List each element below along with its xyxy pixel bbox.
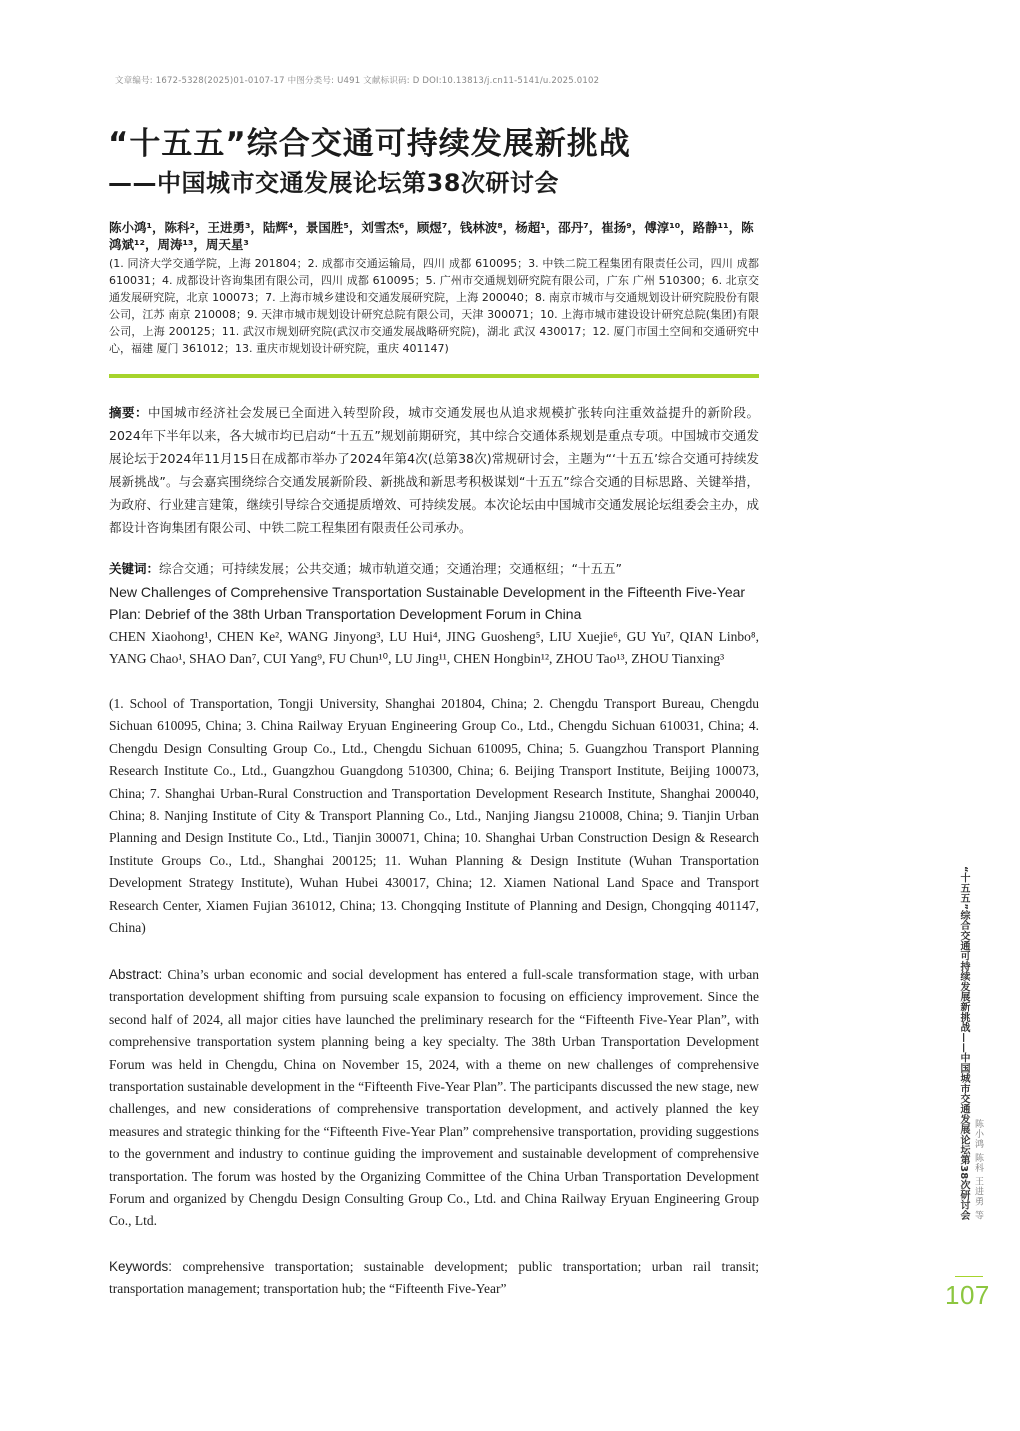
keywords-cn-label: 关键词： — [109, 561, 160, 576]
page-number-rule — [955, 1276, 983, 1277]
keywords-en-text: comprehensive transportation; sustainable development; public transportation; urban rail transit; transportation management; transportation hub; the “Fifteenth Five-Year” — [109, 1259, 759, 1297]
page-number: 107 — [945, 1280, 990, 1310]
abstract-en-label: Abstract: — [109, 967, 163, 982]
authors-cn: 陈小鸿¹，陈科²，王进勇³，陆辉⁴，景国胜⁵，刘雪杰⁶，顾煜⁷，钱林波⁸，杨超¹，邵丹⁷，崔扬⁹，傅淳¹⁰，路静¹¹，陈鸿斌¹²，周涛¹³，周天星³ — [109, 220, 754, 252]
abstract-cn-label: 摘要： — [109, 405, 149, 420]
keywords-cn-text: 综合交通；可持续发展；公共交通；城市轨道交通；交通治理；交通枢纽；“十五五” — [159, 561, 622, 576]
running-authors-vertical: 陈小鸿 陈科 王进勇 等 — [973, 1119, 983, 1221]
title-en: New Challenges of Comprehensive Transportation Sustainable Development in the Fifteenth Five-Year Plan: Debrief of the 38th Urban Transportation Development Forum in China — [109, 584, 746, 622]
affiliations-cn: (1. 同济大学交通学院，上海 201804；2. 成都市交通运输局，四川 成都 610095；3. 中铁二院工程集团有限责任公司，四川 成都 610031；4. 成都设计咨询集团有限公司，四川 成都 610095；5. 广州市交通规划研究院有限公司，广东 广州 510300；6. 北京交通发展研究院，北京 100073；7. 上海市城乡建设和交通发展研究院，上海 200040；8. 南京市城市与交通规划设计研究院股份有限公司，江苏 南京 210008；9. 天津市城市规划设计研究总院有限公司，天津 300071；10. 上海市城市建设设计研究总院(集团)有限公司，上海 200125；11. 武汉市规划研究院(武汉市交通发展战略研究院)，湖北 武汉 430017；12. 厦门市国土空间和交通研究中心，福建 厦门 361012；13. 重庆市规划设计研究院，重庆 401147) — [109, 257, 759, 355]
abstract-cn — [109, 401, 759, 539]
running-title-vertical: “十五五”综合交通可持续发展新挑战——中国城市交通发展论坛第38次研讨会 — [958, 866, 969, 1221]
article-title: “十五五”综合交通可持续发展新挑战 — [108, 126, 631, 162]
article-meta-line: 文章编号: 1672-5328(2025)01-0107-17 中图分类号: U491 文献标识码: D DOI:10.13813/j.cn11-5141/u.2025.0102 — [115, 76, 600, 86]
abstract-en — [109, 964, 759, 1233]
authors-en: CHEN Xiaohong¹, CHEN Ke², WANG Jinyong³, LU Hui⁴, JING Guosheng⁵, LIU Xuejie⁶, GU Yu⁷, QIAN Linbo⁸, YANG Chao¹, SHAO Dan⁷, CUI Yang⁹, FU Chun¹⁰, LU Jing¹¹, CHEN Hongbin¹², ZHOU Tao¹³, ZHOU Tianxing³ — [109, 629, 759, 667]
section-divider — [109, 374, 759, 378]
abstract-cn-text: 中国城市经济社会发展已全面进入转型阶段，城市交通发展也从追求规模扩张转向注重效益提升的新阶段。2024年下半年以来，各大城市均已启动“十五五”规划前期研究，其中综合交通体系规划是重点专项。中国城市交通发展论坛于2024年11月15日在成都市举办了2024年第4次(总第38次)常规研讨会，主题为“‘十五五’综合交通可持续发展新挑战”。与会嘉宾围绕综合交通发展新阶段、新挑战和新思考积极谋划“十五五”综合交通的目标思路、关键举措，为政府、行业建言建策，继续引导综合交通提质增效、可持续发展。本次论坛由中国城市交通发展论坛组委会主办，成都设计咨询集团有限公司、中铁二院工程集团有限责任公司承办。 — [109, 405, 760, 535]
affiliations-en: (1. School of Transportation, Tongji University, Shanghai 201804, China; 2. Chengdu Transport Bureau, Chengdu Sichuan 610095, China; 3. China Railway Eryuan Engineering Group Co., Ltd., Chengdu Sichuan 610031, China; 4. Chengdu Design Consulting Group Co., Ltd., Chengdu Sichuan 610095, China; 5. Guangzhou Transport Planning Research Institute Co., Ltd., Guangzhou Guangdong 510300, China; 6. Beijing Transport Institute, Beijing 100073, China; 7. Shanghai Urban-Rural Construction and Transportation Development Research Institute, Shanghai 200040, China; 8. Nanjing Institute of City & Transport Planning Co., Ltd., Nanjing Jiangsu 210008, China; 9. Tianjin Urban Planning and Design Institute Co., Ltd., Tianjin 300071, China; 10. Shanghai Urban Construction Design & Research Institute Groups Co., Ltd., Shanghai 200125; 11. Wuhan Planning & Design Institute (Wuhan Transportation Development Strategy Institute), Wuhan Hubei 430017, China; 12. Xiamen National Land Space and Transport Research Center, Xiamen Fujian 361012, China; 13. Chongqing Institute of Planning and Design, Chongqing 401147, China) — [109, 696, 759, 936]
keywords-en-label: Keywords: — [109, 1259, 173, 1274]
keywords-cn — [109, 559, 759, 579]
keywords-en — [109, 1256, 759, 1301]
article-subtitle: ——中国城市交通发展论坛第38次研讨会 — [108, 169, 559, 197]
abstract-en-text: China’s urban economic and social development has entered a full-scale transformation stage, with urban transportation development shifting from pursuing scale expansion to focusing on efficiency improvement. Since the second half of 2024, all major cities have launched the preliminary research for the “Fifteenth Five-Year Plan”, with comprehensive transportation system planning being a key specialty. The 38th Urban Transportation Development Forum was held in Chengdu, China on November 15, 2024, with a theme on new challenges of comprehensive transportation sustainable development in the “Fifteenth Five-Year Plan”. The participants discussed the new stage, new challenges, and new considerations of comprehensive transportation development, and actively planned the key measures and strategic thinking for the “Fifteenth Five-Year Plan” comprehensive transportation, providing suggestions to the government and industry to continue guiding the improvement and sustainable development of comprehensive transportation. The forum was hosted by the Organizing Committee of the China Urban Transportation Development Forum and organized by Chengdu Design Consulting Group Co., Ltd. and China Railway Eryuan Engineering Group Co., Ltd. — [109, 967, 760, 1229]
